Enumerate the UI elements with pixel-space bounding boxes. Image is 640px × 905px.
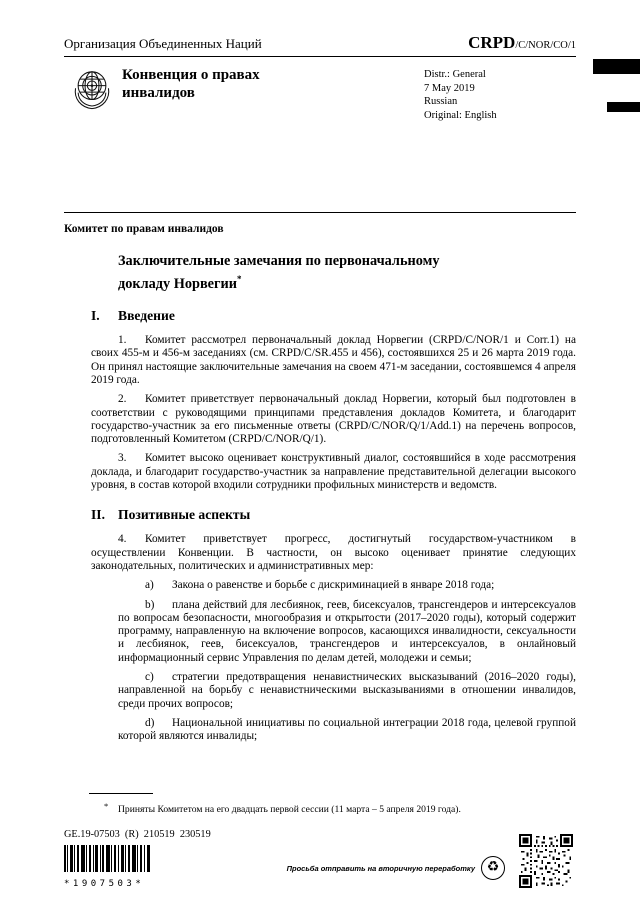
paragraph-number: 2.	[118, 393, 127, 406]
print-registration-mark	[607, 102, 640, 112]
subparagraph-letter: a)	[145, 579, 154, 592]
section-number: I.	[91, 308, 100, 324]
paragraph-text: Комитет приветствует прогресс, достигнутый государством-участником в осуществлении Конвенции. В частности, он высоко оценивает принятие следующих законодательных, политических и административных мер:	[91, 533, 576, 572]
distr-language: Russian	[424, 96, 458, 108]
print-registration-mark	[593, 59, 640, 74]
document-symbol-prefix: CRPD	[468, 33, 516, 52]
subparagraph-text: Национальной инициативы по социальной интеграции 2018 года, целевой группой которой являются инвалиды;	[118, 716, 576, 743]
section-heading-positive-aspects	[91, 507, 576, 523]
paragraph-text: Комитет высоко оценивает конструктивный диалог, состоявшийся в ходе рассмотрения доклада, и благодарит государство-участник за направление представительной делегации высокого уровня, в состав которой входили сотрудники профильных министерств и ведомств.	[91, 452, 576, 492]
barcode	[64, 845, 150, 889]
paragraph-4	[91, 533, 576, 573]
paragraph-text: Комитет рассмотрел первоначальный доклад Норвегии (CRPD/C/NOR/1 и Corr.1) на своих 455-м и 456-м заседаниях (см. CRPD/C/SR.455 и 456), состоявшихся 25 и 26 марта 2019 года. Он принял настоящие заключительные замечания на своем 471-м заседании, состоявшемся 4 апреля 2019 года.	[91, 334, 576, 386]
recycle-text: Просьба отправить на вторичную переработку	[286, 863, 475, 873]
paragraph-2	[91, 393, 576, 446]
header-rule-thin	[64, 56, 576, 57]
distribution-block	[424, 68, 497, 122]
subparagraph-letter: b)	[145, 598, 155, 611]
subparagraph-d	[118, 717, 576, 744]
committee-name: Комитет по правам инвалидов	[64, 223, 224, 235]
subparagraph-b	[118, 599, 576, 665]
document-title-text: Заключительные замечания по первоначальному докладу Норвегии	[118, 253, 440, 292]
subparagraph-text: Закона о равенстве и борьбе с дискриминацией в январе 2018 года;	[172, 579, 495, 592]
subparagraph-letter: d)	[145, 716, 155, 729]
subparagraph-a	[118, 579, 576, 592]
header-rule-thick	[64, 212, 576, 213]
paragraph-number: 1.	[118, 334, 127, 347]
masthead	[64, 62, 576, 132]
distr-original: Original: English	[424, 109, 497, 121]
footnote-separator	[89, 793, 153, 794]
section-number: II.	[91, 507, 105, 523]
qr-code	[519, 834, 573, 893]
document-header	[64, 0, 576, 214]
footnote-line	[89, 800, 559, 816]
recycle-icon: ♻	[481, 856, 505, 880]
distr-date: 7 May 2019	[424, 82, 475, 94]
document-symbol-suffix: /C/NOR/CO/1	[515, 40, 576, 51]
barcode-caption: *1907503*	[64, 879, 145, 889]
recycle-notice	[287, 856, 505, 880]
distr-type: Distr.: General	[424, 69, 486, 80]
paragraph-number: 3.	[118, 452, 127, 465]
paragraph-number: 4.	[118, 533, 127, 546]
barcode-image	[64, 845, 150, 872]
document-title	[118, 253, 490, 293]
paragraph-1	[91, 334, 576, 387]
subparagraph-text: стратегии предотвращения ненавистнических высказываний (2016–2020 годы), направленной на борьбу с ненавистническими высказываниями в отношении инвалидов, среди прочих вопросов;	[118, 671, 576, 710]
un-emblem-icon	[66, 64, 118, 121]
footnote-marker: *	[104, 801, 109, 811]
document-symbol	[468, 33, 576, 53]
subparagraph-c	[118, 671, 576, 711]
document-body	[64, 223, 576, 743]
footnote-text: Приняты Комитетом на его двадцать первой сессии (11 марта – 5 апреля 2019 года).	[118, 804, 461, 815]
paragraph-3	[91, 452, 576, 492]
section-title: Введение	[118, 308, 175, 324]
un-org-name: Организация Объединенных Наций	[64, 36, 262, 51]
convention-title: Конвенция о правах инвалидов	[122, 67, 260, 101]
section-title: Позитивные аспекты	[118, 507, 251, 523]
section-heading-introduction	[91, 308, 576, 324]
paragraph-text: Комитет приветствует первоначальный доклад Норвегии, который был подготовлен в соответствии с руководящими принципами представления докладов Комитета, и благодарит государство-участник за его письменные ответы (CRPD/C/NOR/Q/1/Add.1) на перечень вопросов, подготовленный Комитетом (CRPD/C/NOR/Q/1).	[91, 393, 576, 446]
subparagraph-letter: c)	[145, 671, 154, 683]
footnote	[89, 793, 559, 816]
subparagraph-text: плана действий для лесбиянок, геев, бисексуалов, трансгендеров и интерсексуалов по вопросам безопасности, многообразия и открытости (2017–2020 годы), который содержит программу, направленную на включение вопросов, касающихся инвалидности, сексуальности и лесбиянок, геев, бисексуалов, трансгендеров и интерсексуалов, в онлайновый информационный сервис Управления по делам детей, молодежи и семьи;	[118, 598, 576, 664]
ge-number: GE.19-07503 (R) 210519 230519	[64, 829, 211, 840]
header-topline	[64, 33, 576, 53]
footnote-marker-ref: *	[237, 273, 242, 284]
